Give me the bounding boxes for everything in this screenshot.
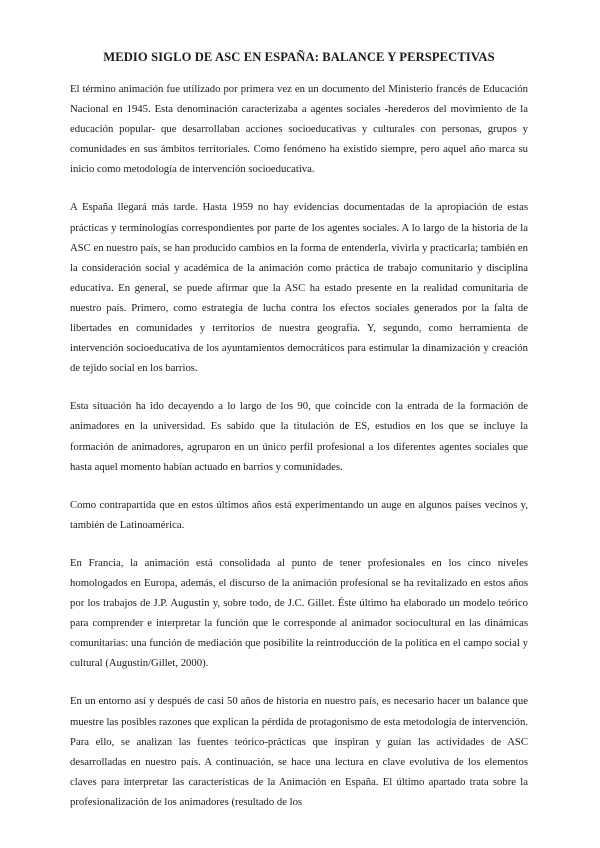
document-page	[70, 50, 528, 830]
document-title: MEDIO SIGLO DE ASC EN ESPAÑA: BALANCE Y PERSPECTIVAS	[103, 50, 495, 64]
paragraph-1: El término animación fue utilizado por primera vez en un documento del Ministerio francés de Educación Nacional en 1945. Esta denominación caracterizaba a agentes sociales -herederos del movimiento de la educación popular- que desarrollaban acciones socioeducativas y culturales con personas, grupos y comunidades en sus ámbitos territoriales. Como fenómeno ha existido siempre, pero aquel año marca su inicio como metodología de intervención socioeducativa.	[70, 83, 528, 176]
paragraph-3: Esta situación ha ido decayendo a lo largo de los 90, que coincide con la entrada de la formación de animadores en la universidad. Es sabido que la titulación de ES, estudios en los que se incluye la formación de animadores, agruparon en un único perfil profesional a los diferentes agentes sociales que hasta aquel momento habían actuado en barrios y comunidades.	[70, 400, 528, 473]
paragraph-6: En un entorno así y después de casi 50 años de historia en nuestro país, es necesario hacer un balance que muestre las posibles razones que explican la pérdida de protagonismo de esta metodología de intervención. Para ello, se analizan las fuentes teórico-prácticas que inspiran y guían las actividades de ASC desarrolladas en nuestro país. A continuación, se hace una lectura en clave evolutiva de los elementos claves para interpretar las características de la Animación en España. El último apartado trata sobre la profesionalización de los animadores (resultado de los	[70, 695, 528, 808]
paragraph-4: Como contrapartida que en estos últimos años está experimentando un auge en algunos países vecinos y, también de Latinoamérica.	[70, 498, 528, 531]
paragraph-2: A España llegará más tarde. Hasta 1959 no hay evidencias documentadas de la apropiación de estas prácticas y terminologías correspondientes por parte de los agentes sociales. A lo largo de la historia de la ASC en nuestro país, se han producido cambios en la forma de entenderla, vivirla y practicarla; también en la consideración social y académica de la animación como práctica de trabajo comunitario y disciplina educativa. En general, se puede afirmar que la ASC ha estado presente en la realidad comunitaria de nuestro país. Primero, como estrategia de lucha contra los efectos sociales generados por la falta de libertades en comunidades y territorios de nuestra geografía. Y, segundo, como herramienta de intervención socioeducativa de los ayuntamientos democráticos para estimular la dinamización y creación de tejido social en los barrios.	[70, 201, 528, 375]
paragraph-5: En Francia, la animación está consolidada al punto de tener profesionales en los cinco niveles homologados en Europa, además, el discurso de la animación profesional se ha revitalizado en estos años por los trabajos de J.P. Augustin y, sobre todo, de J.C. Gillet. Éste último ha elaborado un modelo teórico para comprender e interpretar la función que le corresponde al animador sociocultural en las dinámicas comunitarias: una función de mediación que posibilite la reintroducción de la política en el campo social y cultural (Augustin/Gillet, 2000).	[70, 556, 528, 670]
